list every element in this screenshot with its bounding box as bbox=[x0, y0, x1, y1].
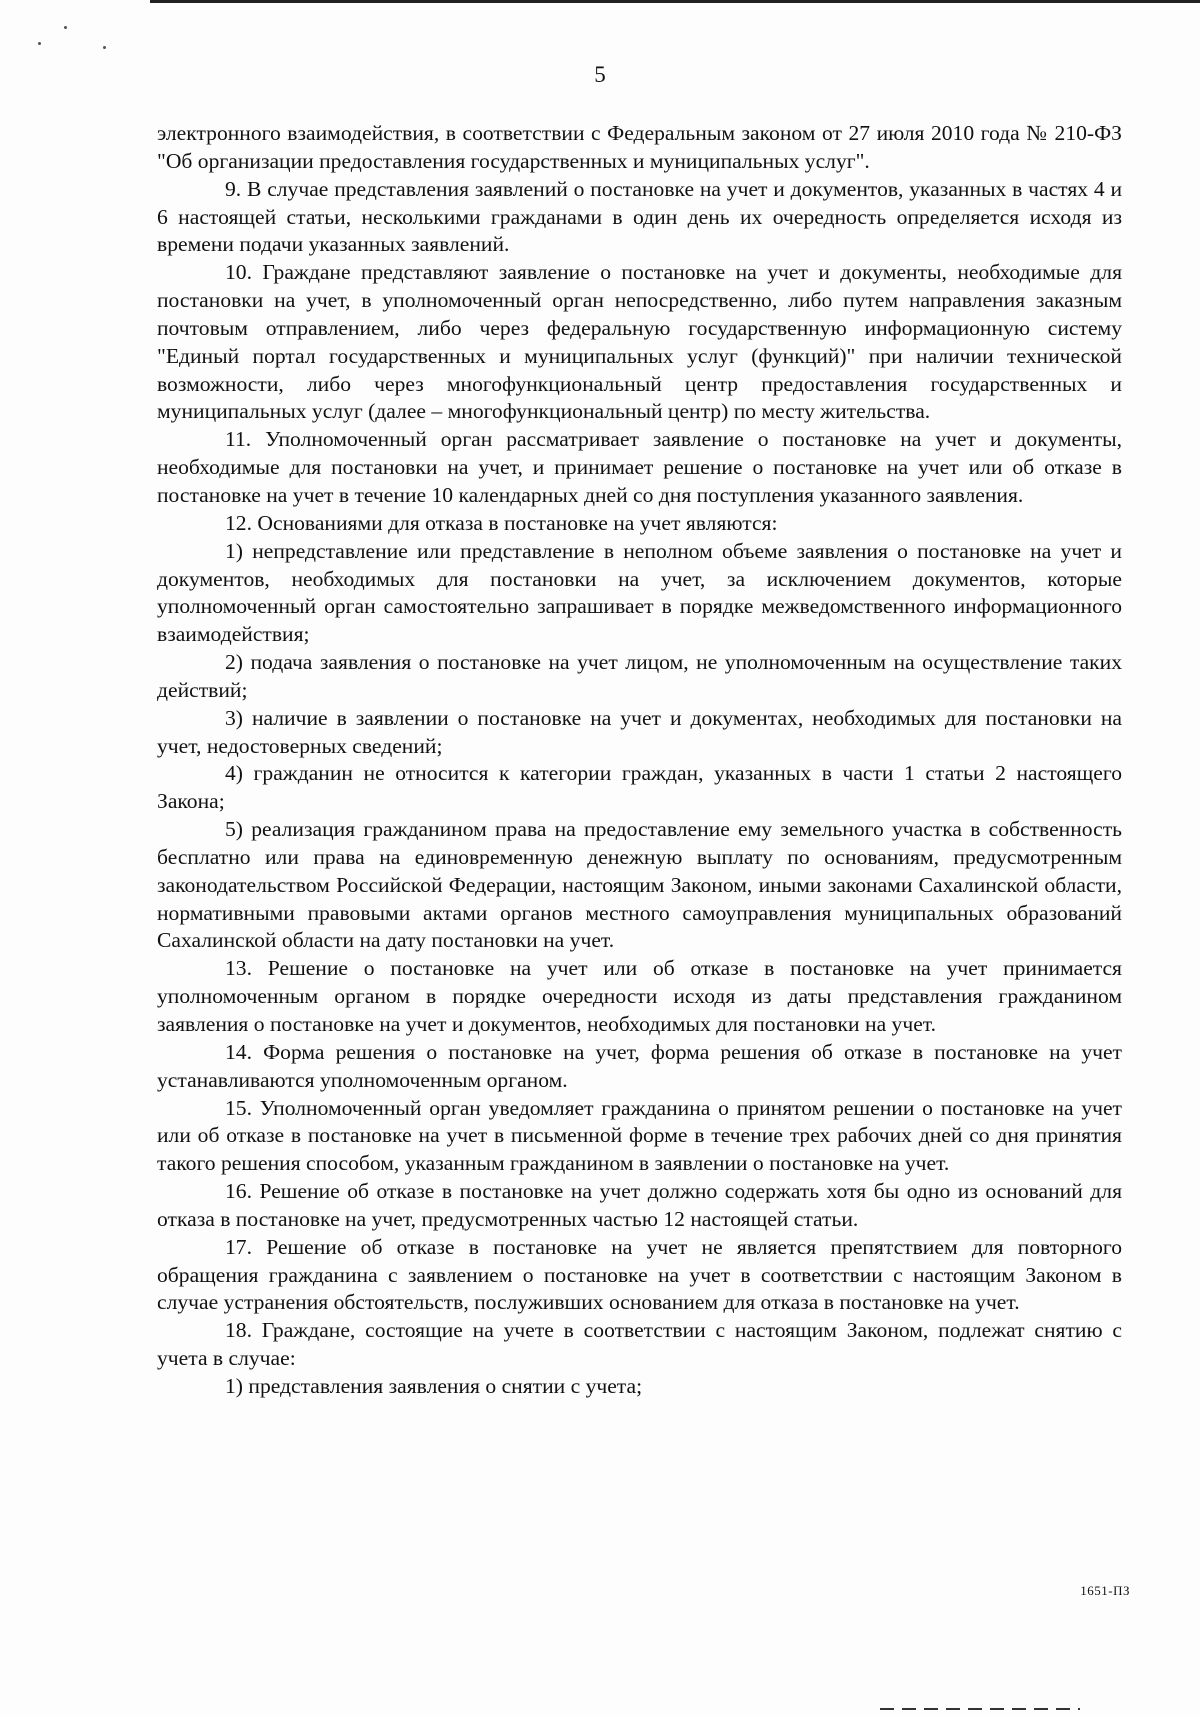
scan-speck bbox=[64, 26, 67, 29]
paragraph-14: 14. Форма решения о постановке на учет, форма решения об отказе в постановке на учет устанавливаются уполномоченным органом. bbox=[157, 1039, 1122, 1092]
document-code: 1651-ПЗ bbox=[1080, 1583, 1130, 1598]
scan-speck bbox=[103, 46, 106, 49]
paragraph-15: 15. Уполномоченный орган уведомляет гражданина о принятом решении о постановке на учет или об отказе в постановке на учет в письменной форме в течение трех рабочих дней со дня принятия такого решения способом, указанным гражданином в заявлении о постановке на учет. bbox=[157, 1095, 1122, 1176]
paragraph-9: 9. В случае представления заявлений о постановке на учет и документов, указанных в частях 4 и 6 настоящей статьи, несколькими гражданами в один день их очередность определяется исходя из времени подачи указанных заявлений. bbox=[157, 176, 1122, 257]
scan-top-edge bbox=[150, 0, 1200, 3]
paragraph-12: 12. Основаниями для отказа в постановке на учет являются: bbox=[225, 510, 778, 535]
document-body bbox=[157, 120, 1122, 1401]
paragraph-18: 18. Граждане, состоящие на учете в соответствии с настоящим Законом, подлежат снятию с учета в случае: bbox=[157, 1318, 1122, 1371]
paragraph-continuation: электронного взаимодействия, в соответствии с Федеральным законом от 27 июля 2010 года № 210-ФЗ "Об организации предоставления государственных и муниципальных услуг". bbox=[157, 121, 1122, 173]
paragraph-11: 11. Уполномоченный орган рассматривает заявление о постановке на учет и документы, необходимые для постановки на учет, и принимает решение о постановке на учет или об отказе в постановке на учет в течение 10 календарных дней со дня поступления указанного заявления. bbox=[157, 427, 1122, 507]
scan-speck bbox=[38, 42, 41, 45]
paragraph-12-item-4: 4) гражданин не относится к категории граждан, указанных в части 1 статьи 2 настоящего Закона; bbox=[157, 761, 1122, 814]
paragraph-12-item-2: 2) подача заявления о постановке на учет лицом, не уполномоченным на осуществление таких действий; bbox=[157, 650, 1122, 702]
paragraph-18-item-1: 1) представления заявления о снятии с учета; bbox=[225, 1373, 643, 1398]
scan-bottom-edge bbox=[880, 1708, 1080, 1710]
paragraph-16: 16. Решение об отказе в постановке на учет должно содержать хотя бы одно из оснований для отказа в постановке на учет, предусмотренных частью 12 настоящей статьи. bbox=[157, 1179, 1122, 1231]
paragraph-12-item-1: 1) непредставление или представление в неполном объеме заявления о постановке на учет и документов, необходимых для постановки на учет, за исключением документов, которые уполномоченный орган самостоятельно запрашивает в порядке межведомственного информационного взаимодействия; bbox=[157, 538, 1122, 647]
paragraph-12-item-3: 3) наличие в заявлении о постановке на учет и документах, необходимых для постановки на учет, недостоверных сведений; bbox=[157, 705, 1122, 758]
paragraph-17: 17. Решение об отказе в постановке на учет не является препятствием для повторного обращения гражданина с заявлением о постановке на учет в соответствии с настоящим Законом в случае устранения обстоятельств, послуживших основанием для отказа в постановке на учет. bbox=[157, 1234, 1122, 1315]
paragraph-13: 13. Решение о постановке на учет или об отказе в постановке на учет принимается уполномоченным органом в порядке очередности исходя из даты представления гражданином заявления о постановке на учет и документов, необходимых для постановки на учет. bbox=[157, 956, 1122, 1036]
page-number: 5 bbox=[594, 62, 606, 87]
paragraph-12-item-5: 5) реализация гражданином права на предоставление ему земельного участка в собственность бесплатно или права на единовременную денежную выплату по основаниям, предусмотренным законодательством Российской Федерации, настоящим Законом, иными законами Сахалинской области, нормативными правовыми актами органов местного самоуправления муниципальных образований Сахалинской области на дату постановки на учет. bbox=[157, 817, 1122, 953]
paragraph-10: 10. Граждане представляют заявление о постановке на учет и документы, необходимые для постановки на учет, в уполномоченный орган непосредственно, либо путем направления заказным почтовым отправлением, либо через федеральную государственную информационную систему "Единый портал государственных и муниципальных услуг (функций)" при наличии технической возможности, либо через многофункциональный центр предоставления государственных и муниципальных услуг (далее – многофункциональный центр) по месту жительства. bbox=[157, 260, 1122, 424]
